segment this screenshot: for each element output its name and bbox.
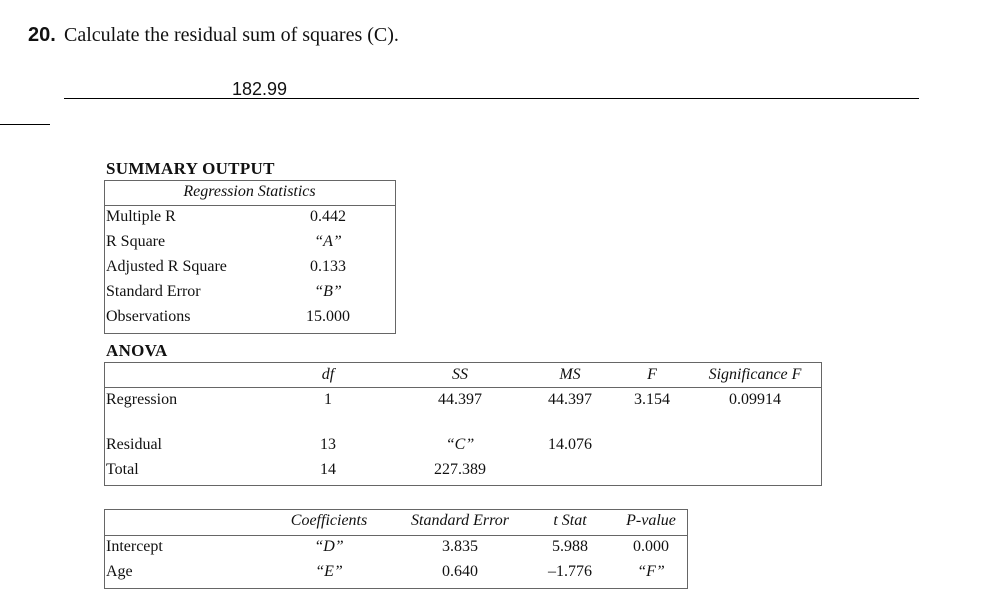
coef-intercept-coefficient: “D” [314, 538, 344, 555]
coef-header-standard-error: Standard Error [411, 512, 509, 529]
anova-regression-ss: 44.397 [438, 391, 482, 408]
coef-age-p-value: “F” [637, 563, 665, 580]
coef-row-label-intercept: Intercept [106, 538, 163, 555]
stat-label-observations: Observations [106, 308, 191, 325]
anova-header-significance-f: Significance F [708, 366, 802, 383]
anova-header-divider [104, 387, 821, 388]
summary-title: SUMMARY OUTPUT [106, 159, 275, 178]
stat-label-multiple-r: Multiple R [106, 208, 176, 225]
stat-value-r-square: “A” [314, 233, 342, 250]
coef-age-coefficient: “E” [315, 563, 343, 580]
coef-age-standard-error: 0.640 [442, 563, 478, 580]
stat-label-standard-error: Standard Error [106, 283, 201, 300]
stat-value-adjusted-r-square: 0.133 [310, 258, 346, 275]
stat-value-observations: 15.000 [306, 308, 350, 325]
answer-line-right [232, 98, 919, 99]
anova-regression-significance-f: 0.09914 [729, 391, 781, 408]
coef-header-coefficients: Coefficients [290, 512, 368, 529]
anova-regression-df: 1 [324, 391, 332, 408]
coef-header-t-stat: t Stat [553, 512, 587, 529]
anova-header-ss: SS [452, 366, 468, 383]
answer-line-left [64, 98, 232, 99]
stat-value-standard-error: “B” [314, 283, 342, 300]
anova-header-ms: MS [559, 366, 581, 383]
anova-row-label-regression: Regression [106, 391, 178, 408]
anova-regression-ms: 44.397 [548, 391, 592, 408]
regression-stats-divider [104, 205, 395, 206]
anova-header-df: df [321, 366, 335, 383]
coef-row-label-age: Age [106, 563, 133, 580]
anova-header-f: F [647, 366, 657, 383]
question-text: Calculate the residual sum of squares (C). [64, 24, 399, 46]
stat-value-multiple-r: 0.442 [310, 208, 346, 225]
anova-regression-f: 3.154 [634, 391, 670, 408]
coef-intercept-standard-error: 3.835 [442, 538, 478, 555]
anova-total-df: 14 [320, 461, 336, 478]
stat-label-r-square: R Square [106, 233, 166, 250]
anova-residual-ss: “C” [445, 436, 475, 453]
anova-total-ss: 227.389 [434, 461, 486, 478]
stat-label-adjusted-r-square: Adjusted R Square [106, 258, 227, 275]
anova-row-label-residual: Residual [106, 436, 162, 453]
coef-intercept-t-stat: 5.988 [552, 538, 588, 555]
coef-header-p-value: P-value [626, 512, 676, 529]
answer-value: 182.99 [232, 79, 288, 99]
anova-residual-df: 13 [320, 436, 336, 453]
question-number: 20. [28, 24, 56, 46]
anova-title: ANOVA [106, 341, 168, 360]
coefficients-header-divider [104, 535, 687, 536]
coef-age-t-stat: –1.776 [548, 563, 592, 580]
coef-intercept-p-value: 0.000 [633, 538, 669, 555]
anova-residual-ms: 14.076 [548, 436, 592, 453]
side-rule [0, 124, 50, 125]
regression-stats-header: Regression Statistics [183, 183, 316, 200]
anova-row-label-total: Total [106, 461, 139, 478]
